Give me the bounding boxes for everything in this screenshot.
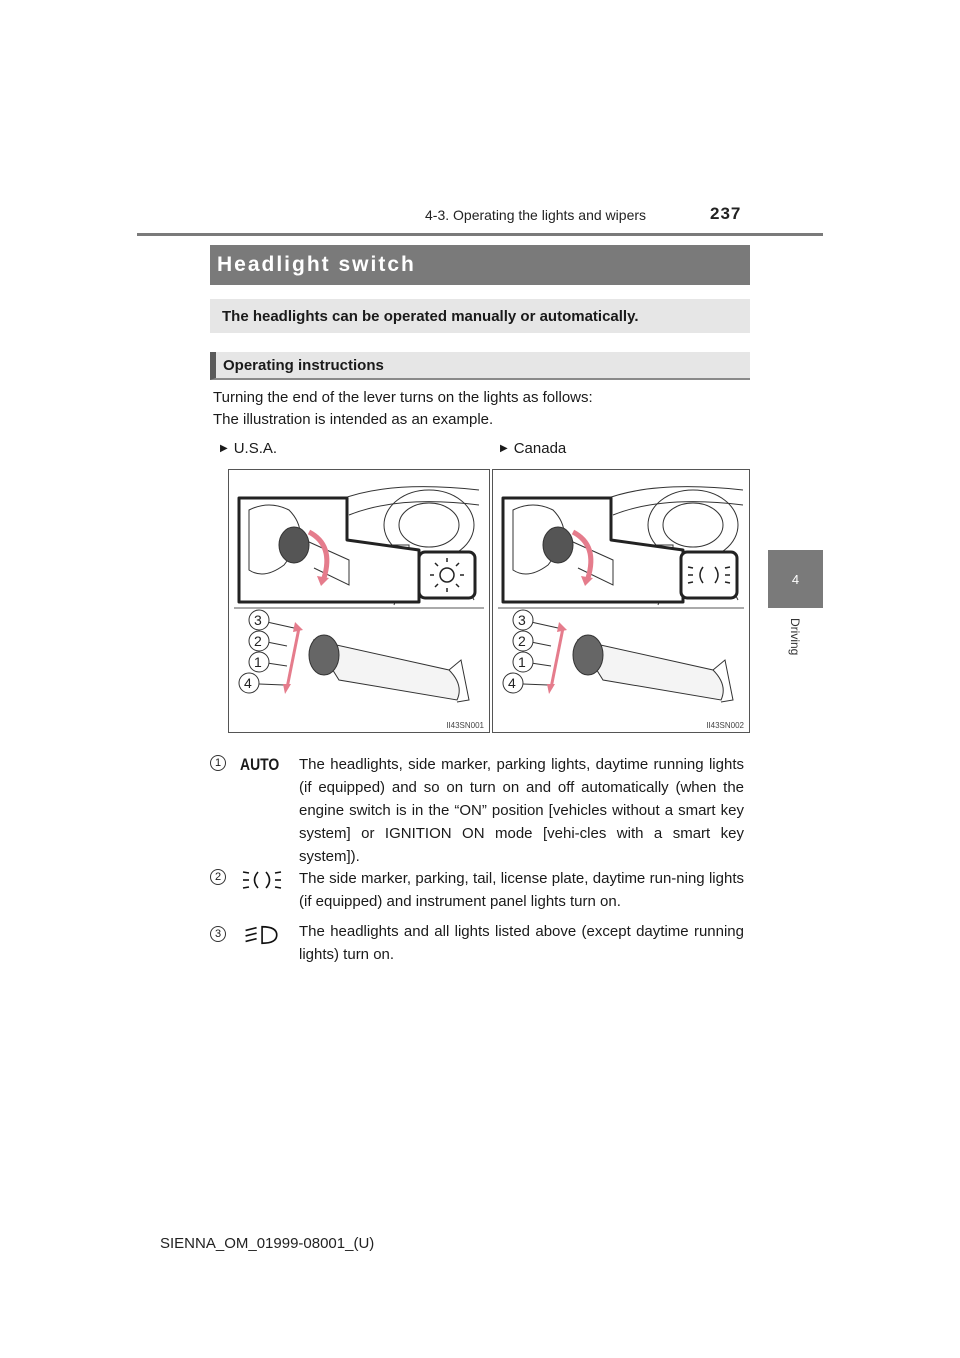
item-description: The side marker, parking, tail, license plate, daytime run-ning lights (if equipped) and instrument panel lights turn on. <box>299 870 744 910</box>
lever-illustration-canada <box>493 470 749 732</box>
illustration-canada <box>492 469 750 733</box>
region-name: U.S.A. <box>233 440 278 457</box>
triangle-bullet-icon: ▶ <box>220 443 228 454</box>
document-code: SIENNA_OM_01999-08001_(U) <box>160 1235 375 1252</box>
item-description: The headlights, side marker, parking lights, daytime running lights (if equipped) and so on turn on and off automatically (when the engine switch is in the “ON” position [vehicles without a smart key system] or IGNITION ON mode [vehi-cles with a smart key system]). <box>299 756 744 865</box>
parking-lights-icon <box>240 869 286 891</box>
auto-icon: AUTO <box>240 755 280 774</box>
triangle-bullet-icon: ▶ <box>500 443 508 454</box>
illustration-code: II43SN001 <box>446 721 484 730</box>
illustration-usa <box>228 469 490 733</box>
page-number: 237 <box>710 204 742 223</box>
headlight-icon <box>240 924 286 946</box>
callout-4: 4 <box>244 675 252 691</box>
section-header: 4-3. Operating the lights and wipers <box>425 207 647 223</box>
chapter-tab[interactable] <box>768 550 823 608</box>
header-divider <box>137 233 823 236</box>
callout-2: 2 <box>518 633 526 649</box>
chapter-label: Driving <box>788 618 802 656</box>
region-name: Canada <box>513 440 567 457</box>
page-title: Headlight switch <box>210 245 750 285</box>
callout-1: 1 <box>518 654 526 670</box>
chapter-number: 4 <box>791 571 800 587</box>
example-note: The illustration is intended as an example. <box>213 411 494 428</box>
list-item <box>210 869 750 919</box>
lever-illustration-usa <box>229 470 489 732</box>
list-item <box>210 922 750 972</box>
item-number: 1 <box>210 755 226 771</box>
intro-box: The headlights can be operated manually or automatically. <box>210 299 750 333</box>
illustration-code: II43SN002 <box>706 721 744 730</box>
callout-2: 2 <box>254 633 262 649</box>
instruction-paragraph: Turning the end of the lever turns on the lights as follows: <box>213 389 593 406</box>
region-label-canada <box>500 440 566 457</box>
callout-4: 4 <box>508 675 516 691</box>
region-label-usa <box>220 440 277 457</box>
item-description: The headlights and all lights listed above (except daytime running lights) turn on. <box>299 923 744 963</box>
callout-1: 1 <box>254 654 262 670</box>
callout-3: 3 <box>254 612 262 628</box>
list-item <box>210 755 750 875</box>
item-number: 3 <box>210 926 226 942</box>
subheading: Operating instructions <box>210 352 750 380</box>
callout-3: 3 <box>518 612 526 628</box>
item-number: 2 <box>210 869 226 885</box>
